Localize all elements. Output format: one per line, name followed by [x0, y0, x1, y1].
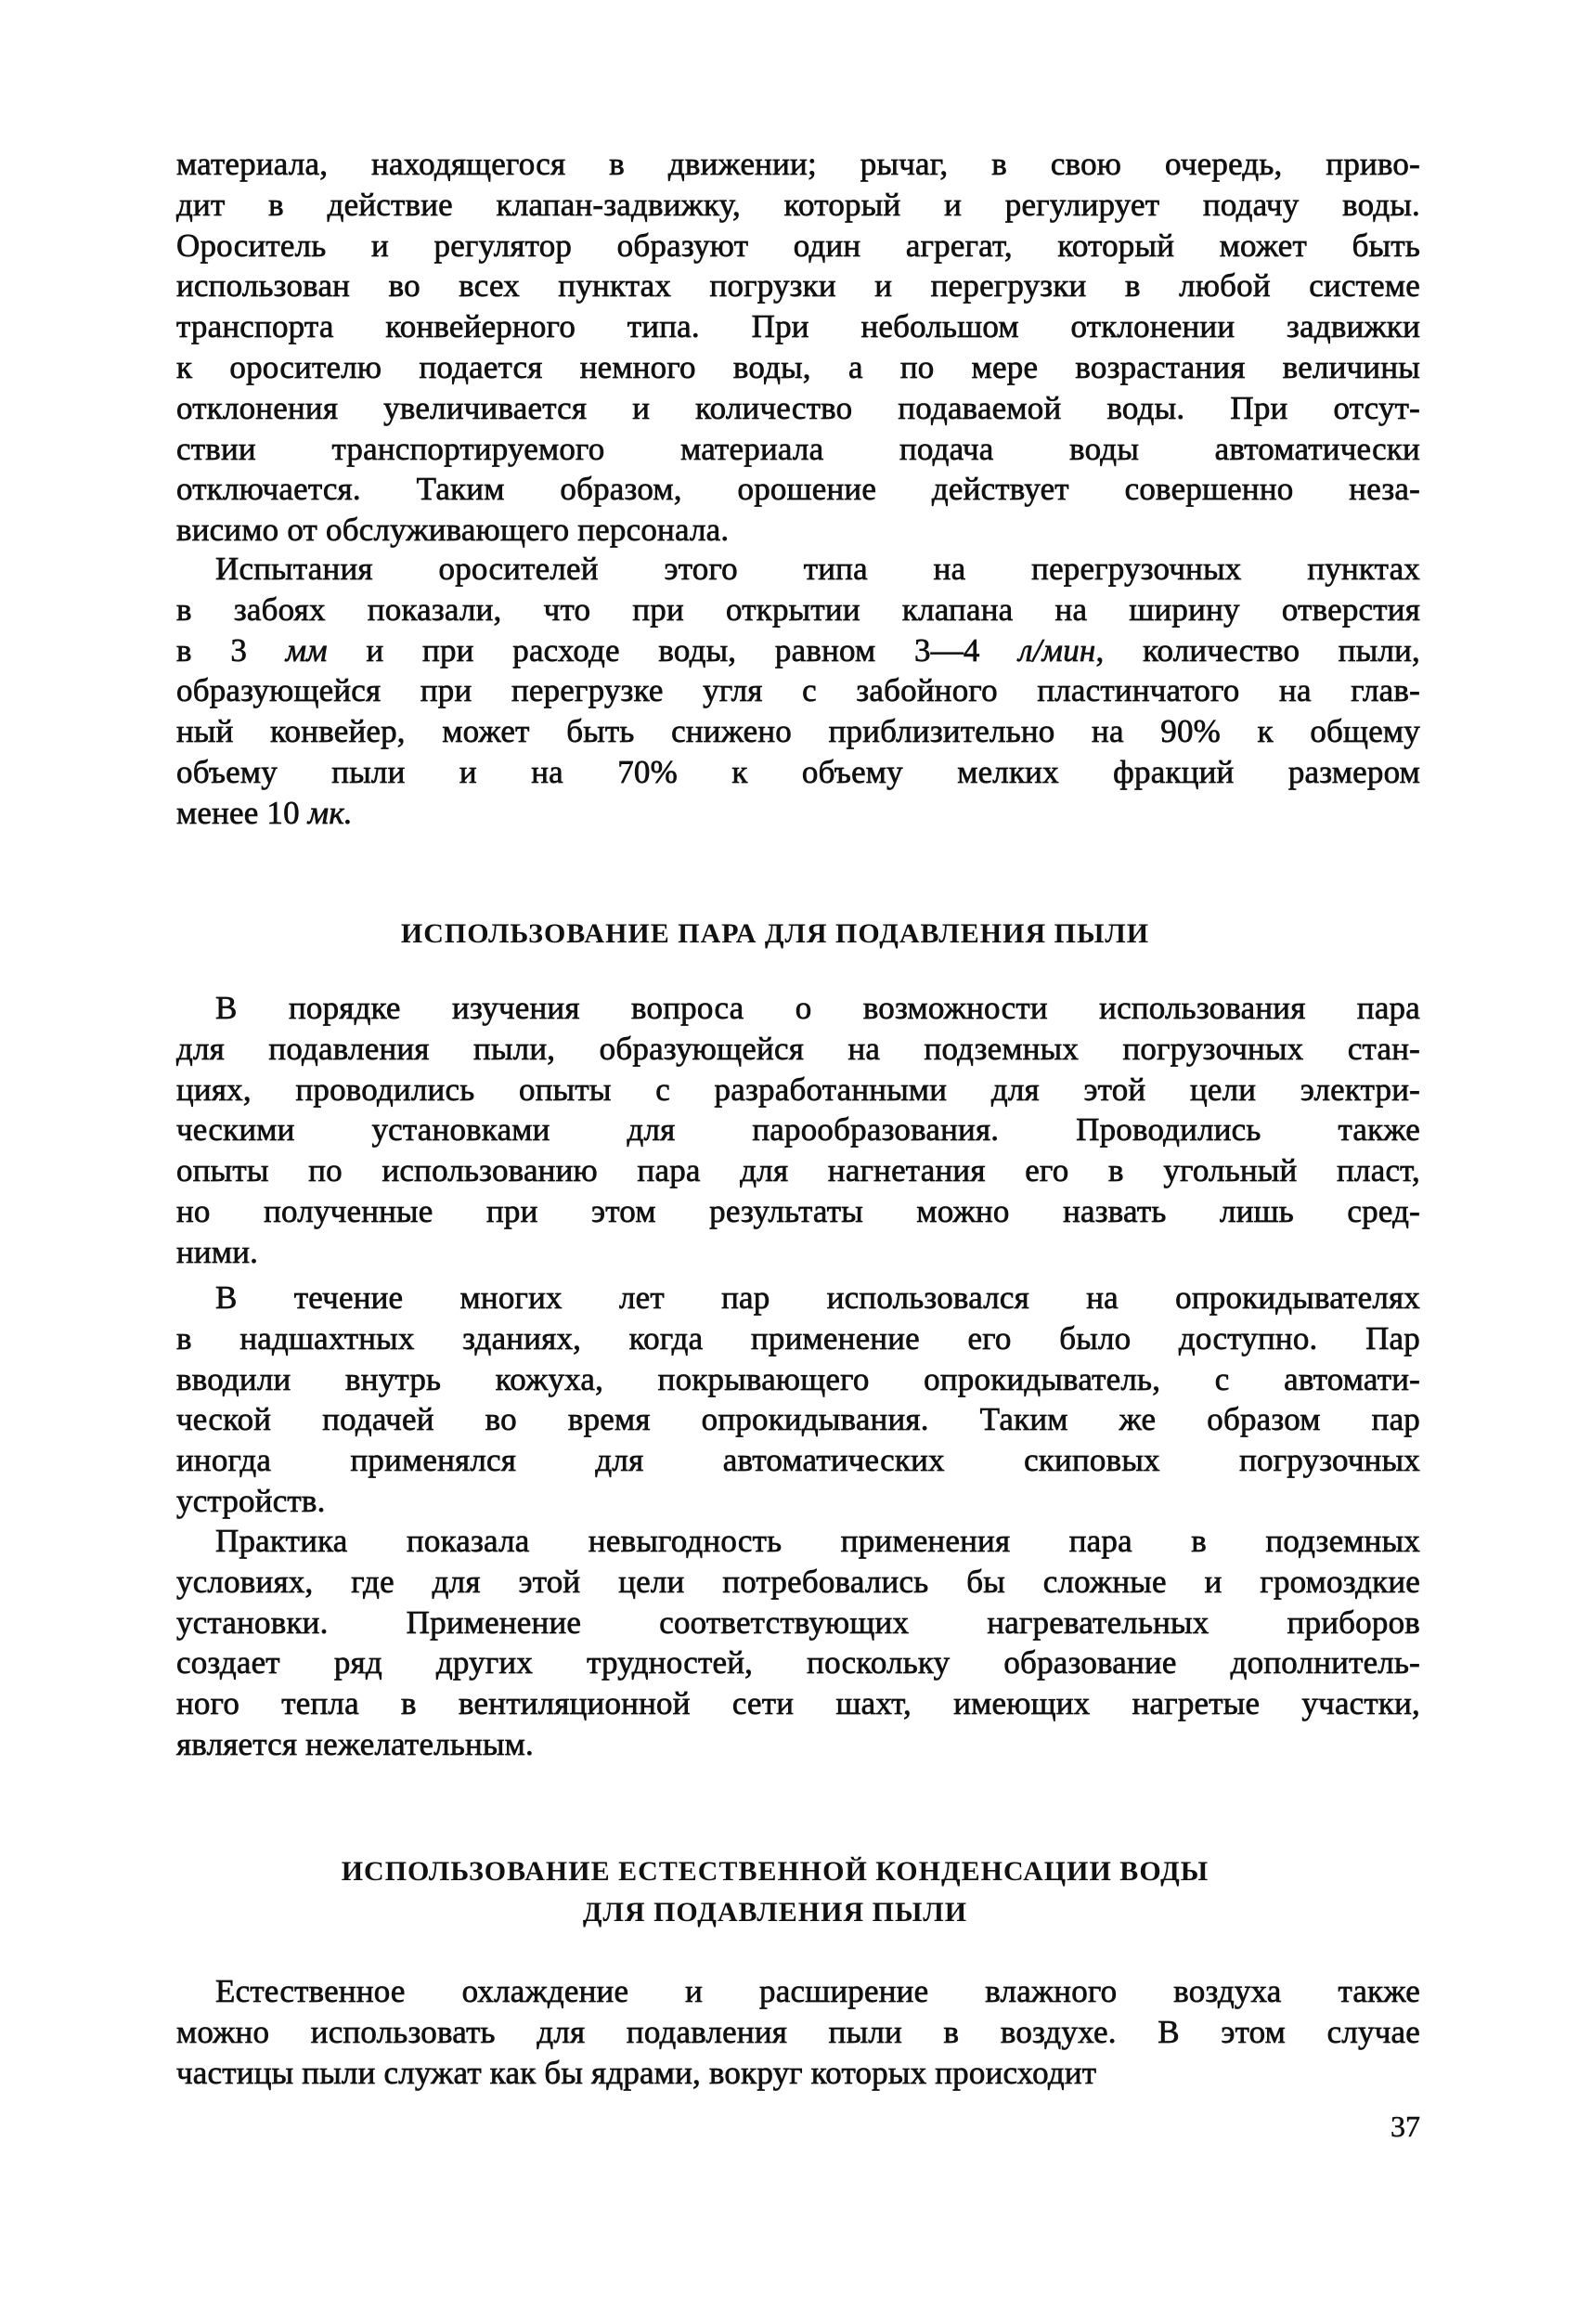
- text-line: можно использовать для подавления пыли в воздухе. В этом случае: [176, 2013, 1420, 2050]
- text-line: опыты по использованию пара для нагнетания его в угольный пласт,: [176, 1152, 1420, 1189]
- paragraph-2: [176, 549, 1420, 834]
- text-line: но полученные при этом результаты можно назвать лишь сред-: [176, 1192, 1420, 1229]
- paragraph-4: [176, 1278, 1420, 1522]
- text-line: дит в действие клапан-задвижку, который и регулирует подачу воды.: [176, 186, 1420, 223]
- text-line: ного тепла в вентиляционной сети шахт, имеющих нагретые участки,: [176, 1685, 1420, 1722]
- text-line: [176, 793, 1420, 834]
- text-line: ный конвейер, может быть снижено приблизительно на 90% к общему: [176, 713, 1420, 750]
- text-line: транспорта конвейерного типа. При небольшом отклонении задвижки: [176, 308, 1420, 345]
- text-line: частицы пыли служат как бы ядрами, вокруг которых происходит: [176, 2054, 1097, 2091]
- text-line: установки. Применение соответствующих нагревательных приборов: [176, 1603, 1420, 1641]
- section-heading-condensation-line1: ИСПОЛЬЗОВАНИЕ ЕСТЕСТВЕННОЙ КОНДЕНСАЦИИ ВОДЫ: [341, 1856, 1209, 1887]
- text-line: вводили внутрь кожуха, покрывающего опрокидыватель, с автомати-: [176, 1360, 1420, 1397]
- page-number: 37: [1390, 2110, 1420, 2143]
- text-line: материала, находящегося в движении; рычаг, в свою очередь, приво-: [176, 146, 1420, 182]
- paragraph-6: [176, 1971, 1420, 2093]
- text-line: ствии транспортируемого материала подача воды автоматически: [176, 430, 1420, 467]
- text-line: устройств.: [176, 1482, 326, 1519]
- text-line: является нежелательным.: [176, 1725, 534, 1762]
- section-heading-steam: ИСПОЛЬЗОВАНИЕ ПАРА ДЛЯ ПОДАВЛЕНИЯ ПЫЛИ: [400, 918, 1150, 949]
- text-line: ними.: [176, 1233, 259, 1270]
- text-line: отключается. Таким образом, орошение действует совершенно неза-: [176, 471, 1420, 508]
- paragraph-1: [176, 144, 1420, 551]
- text-line: в забоях показали, что при открытии клапана на ширину отверстия: [176, 591, 1420, 628]
- text-line: к оросителю подается немного воды, а по мере возрастания величины: [176, 348, 1420, 385]
- text-line: для подавления пыли, образующейся на подземных погрузочных стан-: [176, 1030, 1420, 1067]
- unit-italic: мк.: [307, 794, 353, 831]
- text-line: Практика показала невыгодность применения пара в подземных: [215, 1523, 1420, 1559]
- paragraph-5: [176, 1521, 1420, 1765]
- text-segment: , количество пыли,: [1095, 631, 1420, 669]
- text-line: отклонения увеличивается и количество подаваемой воды. При отсут-: [176, 389, 1420, 426]
- unit-italic: мм: [285, 631, 328, 669]
- text-line: создает ряд других трудностей, поскольку образование дополнитель-: [176, 1644, 1420, 1681]
- text-segment: в 3: [176, 631, 286, 669]
- text-line: Испытания оросителей этого типа на перегрузочных пунктах: [215, 551, 1420, 587]
- text-line: Естественное охлаждение и расширение влажного воздуха также: [215, 1973, 1420, 2009]
- text-line: условиях, где для этой цели потребовались бы сложные и громоздкие: [176, 1563, 1420, 1600]
- text-line: объему пыли и на 70% к объему мелких фракций размером: [176, 753, 1420, 790]
- unit-italic: л/мин: [1018, 631, 1096, 669]
- text-line: ческими установками для парообразования. Проводились также: [176, 1111, 1420, 1149]
- text-line: В течение многих лет пар использовался на опрокидывателях: [215, 1279, 1420, 1316]
- text-segment: менее 10: [176, 794, 308, 831]
- text-line: в надшахтных зданиях, когда применение его было доступно. Пар: [176, 1319, 1420, 1357]
- paragraph-3: [176, 988, 1420, 1273]
- section-heading-condensation-line2: ДЛЯ ПОДАВЛЕНИЯ ПЫЛИ: [582, 1897, 968, 1928]
- text-line: иногда применялся для автоматических скиповых погрузочных: [176, 1442, 1420, 1479]
- text-line: образующейся при перегрузке угля с забойного пластинчатого на глав-: [176, 672, 1420, 709]
- text-line: ческой подачей во время опрокидывания. Таким же образом пар: [176, 1401, 1420, 1438]
- text-line: В порядке изучения вопроса о возможности использования пара: [215, 990, 1420, 1026]
- text-line: висимо от обслуживающего персонала.: [176, 512, 730, 549]
- text-line: [176, 630, 1420, 671]
- text-segment: и при расходе воды, равном 3—4: [327, 631, 1019, 669]
- text-line: Ороситель и регулятор образуют один агрегат, который может быть: [176, 227, 1420, 264]
- text-line: использован во всех пунктах погрузки и перегрузки в любой системе: [176, 267, 1420, 305]
- text-line: циях, проводились опыты с разработанными для этой цели электри-: [176, 1071, 1420, 1108]
